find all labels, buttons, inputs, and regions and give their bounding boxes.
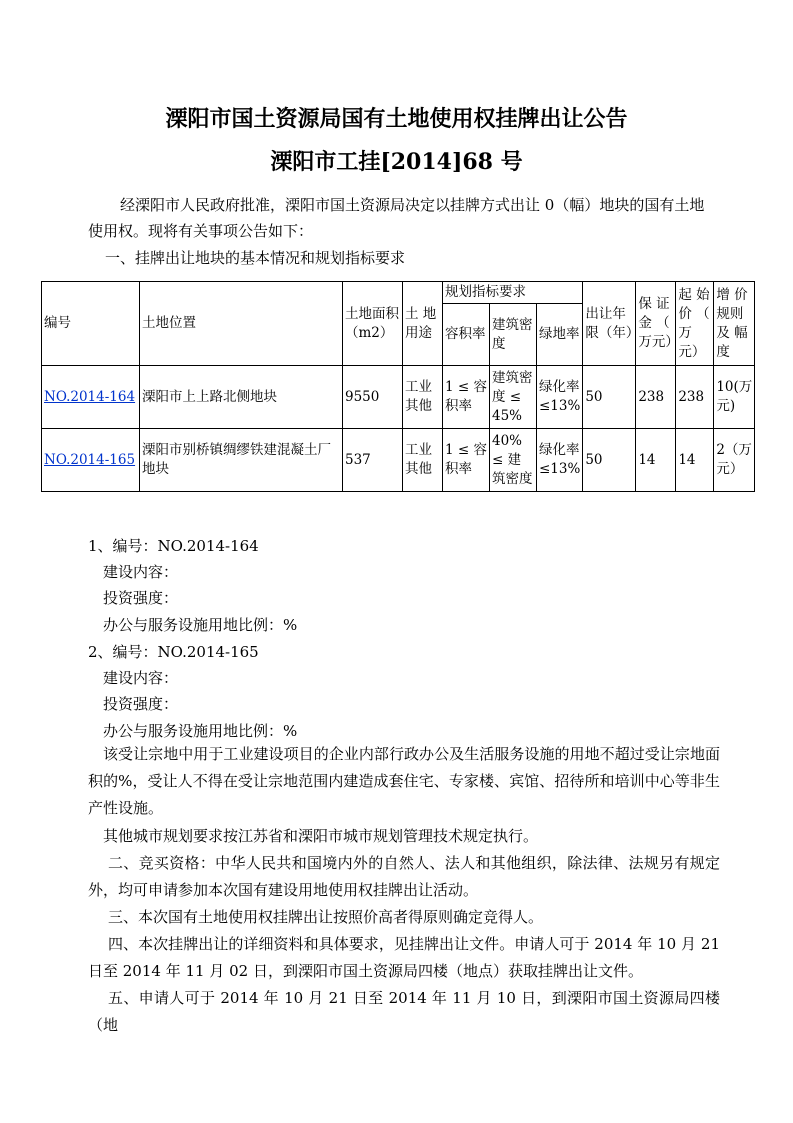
row-far: 1 ≤ 容积率 [443,429,490,492]
paragraph-bidder-qualification: 二、竞买资格：中华人民共和国境内外的自然人、法人和其他组织，除法律、法规另有规定外，均可申请参加本次国有建设用地使用权挂牌出让活动。 [88,854,720,899]
row-area: 537 [343,429,403,492]
intro-line-1: 经溧阳市人民政府批准，溧阳市国土资源局决定以挂牌方式出让 0（幅）地块的国有土地 [120,196,705,214]
row-deposit: 14 [636,429,676,492]
row-increment: 10(万元) [714,366,755,429]
header-id: 编号 [42,282,140,366]
header-location: 土地位置 [140,282,343,366]
intro-line-2: 使用权。现将有关事项公告如下： [88,222,314,240]
row-start-price: 14 [676,429,714,492]
row-start-price: 238 [676,366,714,429]
paragraph-planning-rules: 其他城市规划要求按江苏省和溧阳市城市规划管理技术规定执行。 [103,827,539,845]
document-subtitle: 溧阳市工挂[2014]68 号 [270,149,523,175]
row-location: 溧阳市上上路北侧地块 [140,366,343,429]
row-density: 40% ≤ 建筑密度 [490,429,537,492]
row-id[interactable] [42,429,140,492]
document-title: 溧阳市国土资源局国有土地使用权挂牌出让公告 [165,106,628,132]
header-density: 建筑密度 [490,304,537,366]
header-increment: 增 价规则及 幅度 [714,282,755,366]
row-green: 绿化率≤13% [537,429,583,492]
table-row [42,366,755,429]
header-area: 土地面积（m2） [343,282,403,366]
table-row [42,429,755,492]
header-start-price: 起 始价 （ 万元） [676,282,714,366]
land-info-table [41,281,755,492]
row-far: 1 ≤ 容积率 [443,366,490,429]
paragraph-documents: 四、本次挂牌出让的详细资料和具体要求，见挂牌出让文件。申请人可于 2014 年 10 月 21 日至 2014 年 11 月 02 日，到溧阳市国土资源局四楼（地点）获取挂牌出让文件。 [88,935,720,980]
item-2-office-ratio: 办公与服务设施用地比例：% [103,722,298,740]
paragraph-land-use-limit: 该受让宗地中用于工业建设项目的企业内部行政办公及生活服务设施的用地不超过受让宗地面积的%，受让人不得在受让宗地范围内建造成套住宅、专家楼、宾馆、招待所和培训中心等非生产性设施。 [88,745,720,817]
section-heading-1: 一、挂牌出让地块的基本情况和规划指标要求 [105,249,406,267]
row-location: 溧阳市别桥镇绸缪铁建混凝土厂地块 [140,429,343,492]
header-planning: 规划指标要求 [443,282,583,304]
item-1-number: 1、编号：NO.2014-164 [88,537,259,555]
row-term: 50 [583,429,636,492]
row-id[interactable] [42,366,140,429]
item-2-number: 2、编号：NO.2014-165 [88,643,259,661]
item-1-content: 建设内容： [103,563,179,581]
header-term: 出让年限（年） [583,282,636,366]
row-deposit: 238 [636,366,676,429]
row-green: 绿化率≤13% [537,366,583,429]
row-id-link[interactable]: NO.2014-164 [44,388,136,405]
item-2-content: 建设内容： [103,669,179,687]
row-increment: 2（万元） [714,429,755,492]
row-density: 建筑密度 ≤ 45% [490,366,537,429]
paragraph-application: 五、申请人可于 2014 年 10 月 21 日至 2014 年 11 月 10 日，到溧阳市国土资源局四楼（地 [88,989,720,1034]
row-use: 工业其他 [403,366,443,429]
row-area: 9550 [343,366,403,429]
paragraph-winner-rule: 三、本次国有土地使用权挂牌出让按照价高者得原则确定竞得人。 [108,908,544,926]
header-use: 土 地用途 [403,282,443,366]
row-use: 工业其他 [403,429,443,492]
header-deposit: 保 证金 （ 万元） [636,282,676,366]
row-id-link[interactable]: NO.2014-165 [44,451,136,468]
item-1-investment: 投资强度： [103,589,179,607]
header-far: 容积率 [443,304,490,366]
row-term: 50 [583,366,636,429]
item-2-investment: 投资强度： [103,695,179,713]
item-1-office-ratio: 办公与服务设施用地比例：% [103,616,298,634]
header-green: 绿地率 [537,304,583,366]
